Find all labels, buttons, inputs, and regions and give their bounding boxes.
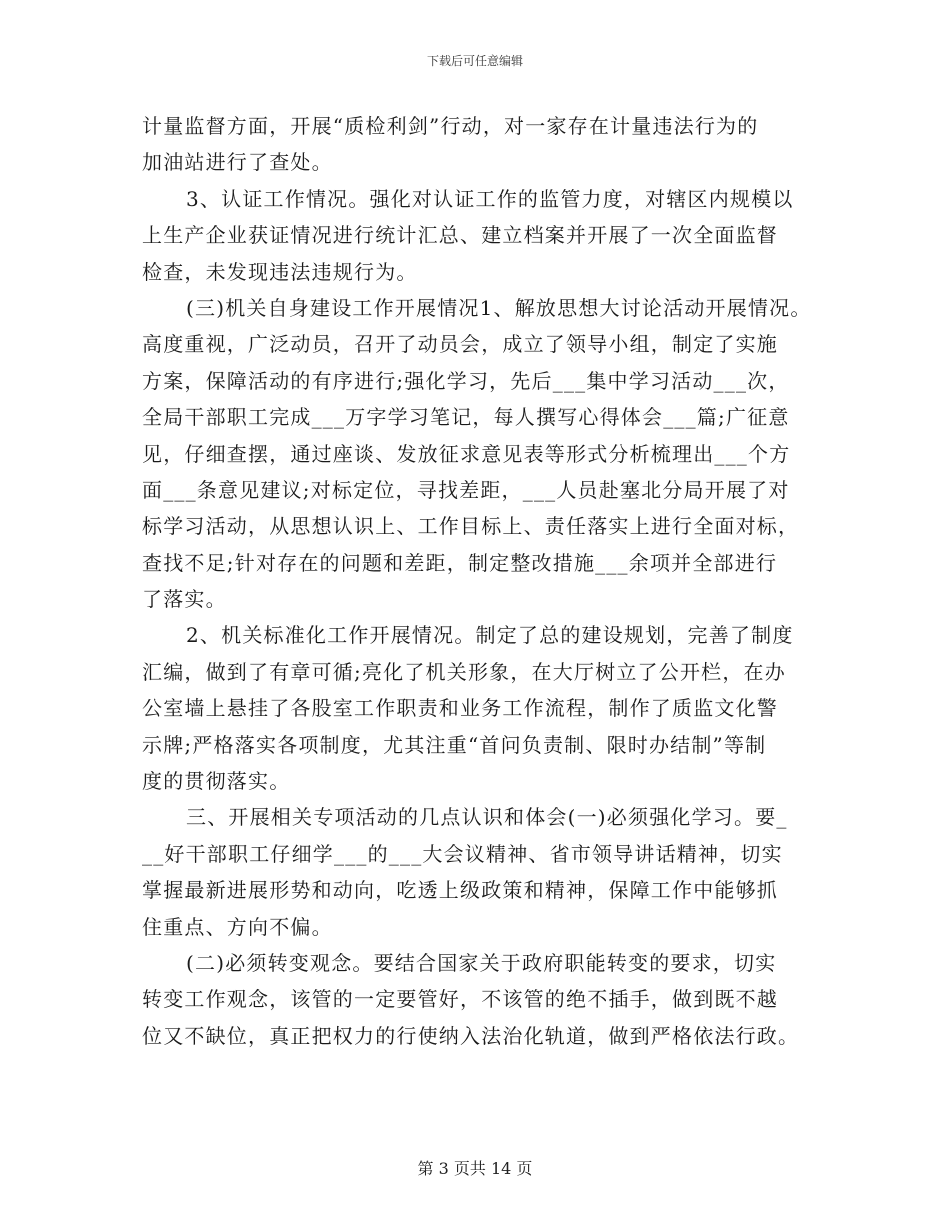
text-line: 掌握最新进展形势和动向，吃透上级政策和精神，保障工作中能够抓 [142,878,778,903]
text-line: 面___条意见建议;对标定位，寻找差距，___人员赴塞北分局开展了对 [142,477,790,502]
text-line: 了落实。 [142,587,227,612]
text-line: 示牌;严格落实各项制度，尤其注重“首问负责制、限时办结制”等制 [142,732,767,757]
text-line: 见，仔细查摆，通过座谈、发放征求意见表等形式分析梳理出___个方 [142,441,791,466]
text-line: 住重点、方向不偏。 [142,914,333,939]
text-line: (三)机关自身建设工作开展情况1、解放思想大讨论活动开展情况。 [186,295,812,320]
text-line: 三、开展相关专项活动的几点认识和体会(一)必须强化学习。要_ [186,805,788,830]
text-line: 查找不足;针对存在的问题和差距，制定整改措施___余项并全部进行 [142,550,778,575]
text-line: 高度重视，广泛动员，召开了动员会，成立了领导小组，制定了实施 [142,332,778,357]
text-line: 全局干部职工完成___万字学习笔记，每人撰写心得体会___篇;广征意 [142,405,790,430]
text-line: 方案，保障活动的有序进行;强化学习，先后___集中学习活动___次， [142,368,790,393]
text-line: 位又不缺位，真正把权力的行使纳入法治化轨道，做到严格依法行政。 [142,1023,800,1048]
text-line: 汇编，做到了有章可循;亮化了机关形象，在大厅树立了公开栏，在办 [142,659,786,684]
text-line: 2、机关标准化工作开展情况。制定了总的建设规划，完善了制度 [186,623,794,648]
text-line: 加油站进行了查处。 [142,150,333,175]
page-footer: 第 3 页共 14 页 [417,1159,533,1178]
page-header: 下载后可任意编辑 [426,54,523,68]
text-line: 3、认证工作情况。强化对认证工作的监管力度，对辖区内规模以 [186,186,794,211]
document-body [142,108,822,1054]
text-line: 上生产企业获证情况进行统计汇总、建立档案并开展了一次全面监督 [142,223,778,248]
text-line: 转变工作观念，该管的一定要管好，不该管的绝不插手，做到既不越 [142,987,778,1012]
text-line: 标学习活动，从思想认识上、工作目标上、责任落实上进行全面对标， [142,514,800,539]
text-line: __好干部职工仔细学___的___大会议精神、省市领导讲话精神，切实 [142,841,783,866]
text-line: 计量监督方面，开展“质检利剑”行动，对一家存在计量违法行为的 [142,114,759,138]
text-line: 检查，未发现违法违规行为。 [142,259,418,284]
text-line: (二)必须转变观念。要结合国家关于政府职能转变的要求，切实 [186,950,777,975]
text-line: 公室墙上悬挂了各股室工作职责和业务工作流程，制作了质监文化警 [142,696,778,721]
text-line: 度的贯彻落实。 [142,769,291,794]
